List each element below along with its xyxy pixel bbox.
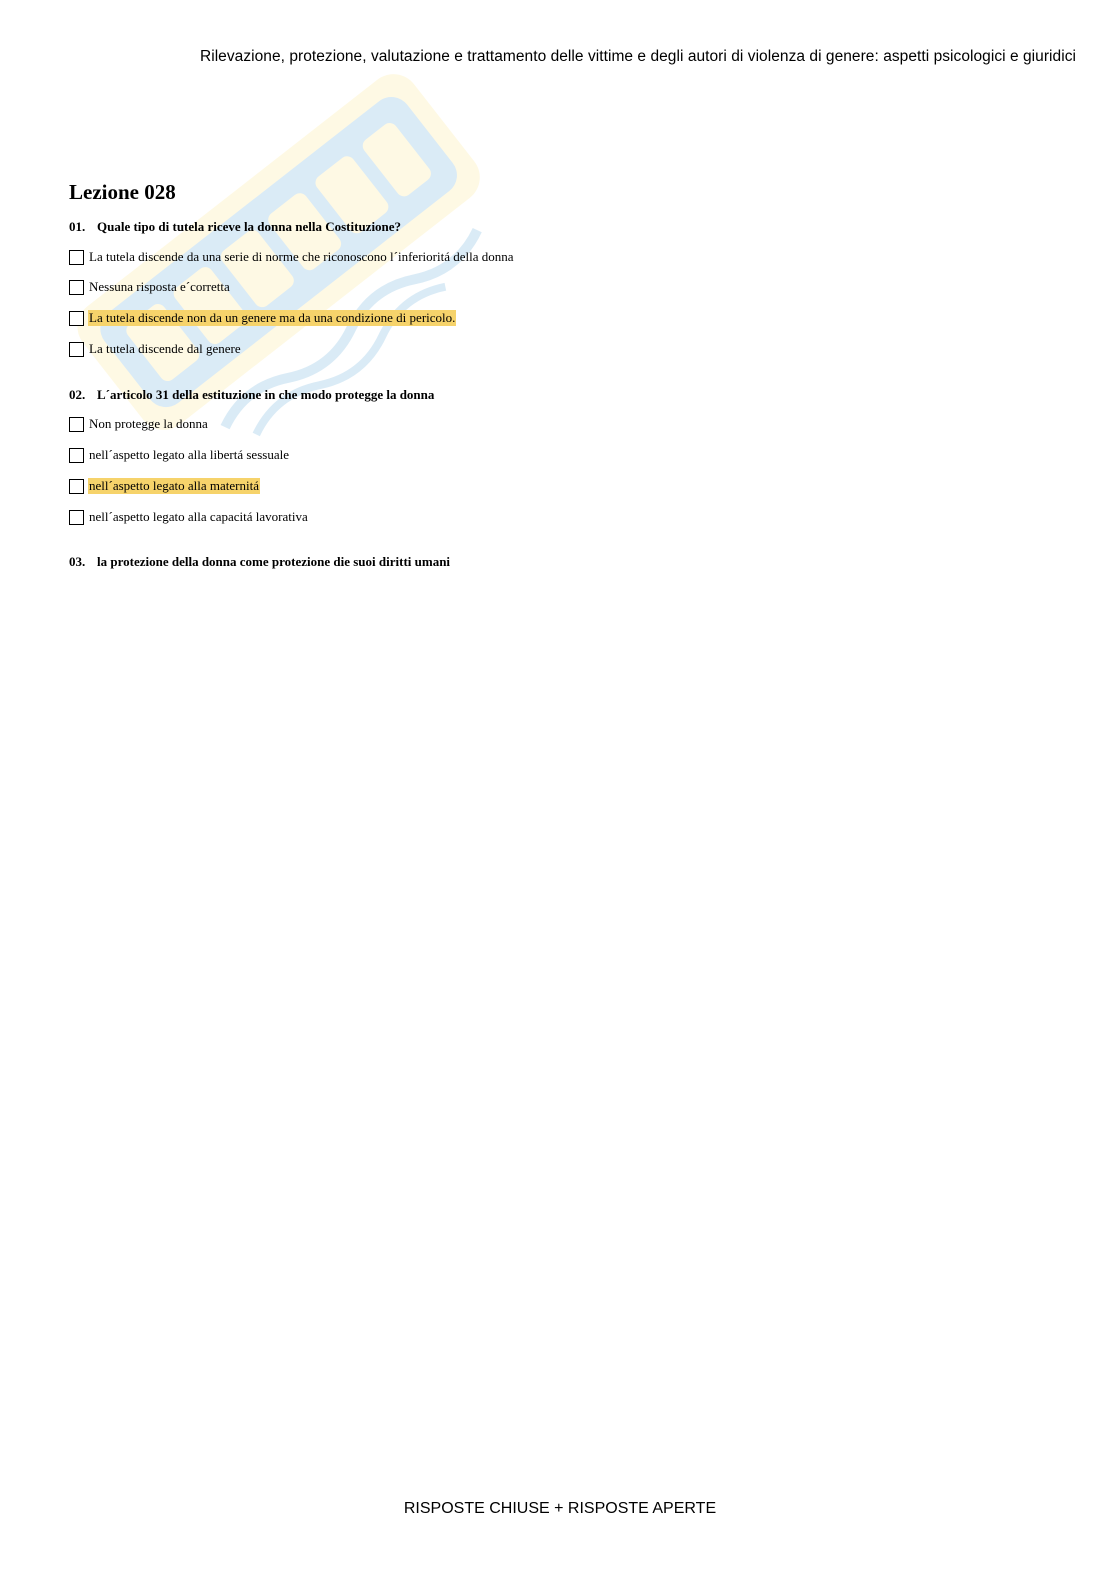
checkbox[interactable] [69, 448, 84, 463]
question-number: 03. [69, 554, 86, 569]
option-text: Nessuna risposta e´corretta [89, 279, 230, 294]
answer-option[interactable] [69, 278, 231, 296]
option-text: La tutela discende da una serie di norme che riconoscono l´inferioritá della donna [89, 249, 514, 264]
answer-option[interactable] [69, 415, 209, 433]
checkbox[interactable] [69, 280, 84, 295]
option-text-highlighted: nell´aspetto legato alla maternitá [89, 478, 260, 493]
checkbox[interactable] [69, 479, 84, 494]
checkbox[interactable] [69, 417, 84, 432]
checkbox[interactable] [69, 311, 84, 326]
answer-option[interactable] [69, 508, 309, 526]
checkbox[interactable] [69, 250, 84, 265]
question-text: la protezione della donna come protezione die suoi diritti umani [97, 554, 451, 569]
question-text: Quale tipo di tutela riceve la donna nella Costituzione? [97, 219, 402, 234]
option-text: nell´aspetto legato alla capacitá lavorativa [89, 509, 308, 524]
option-text-highlighted: La tutela discende non da un genere ma da una condizione di pericolo. [89, 310, 456, 325]
answer-option[interactable] [69, 248, 515, 266]
question-text: L´articolo 31 della estituzione in che modo protegge la donna [97, 387, 435, 402]
running-header: Rilevazione, protezione, valutazione e trattamento delle vittime e degli autori di violenza di genere: aspetti psicologici e giuridici [199, 48, 1076, 65]
lesson-title: Lezione 028 [69, 180, 176, 204]
answer-option-correct[interactable] [69, 477, 260, 495]
option-text: Non protegge la donna [89, 416, 208, 431]
answer-option[interactable] [69, 340, 242, 358]
answer-option[interactable] [69, 446, 290, 464]
checkbox[interactable] [69, 342, 84, 357]
option-text: nell´aspetto legato alla libertá sessuale [89, 447, 289, 462]
question-number: 02. [69, 387, 86, 402]
question-02 [69, 387, 434, 403]
answer-option-correct[interactable] [69, 309, 456, 327]
question-number: 01. [69, 219, 86, 234]
question-03 [69, 554, 450, 570]
question-01 [69, 219, 401, 235]
running-footer: RISPOSTE CHIUSE + RISPOSTE APERTE [403, 1500, 717, 1517]
option-text: La tutela discende dal genere [89, 341, 241, 356]
checkbox[interactable] [69, 510, 84, 525]
